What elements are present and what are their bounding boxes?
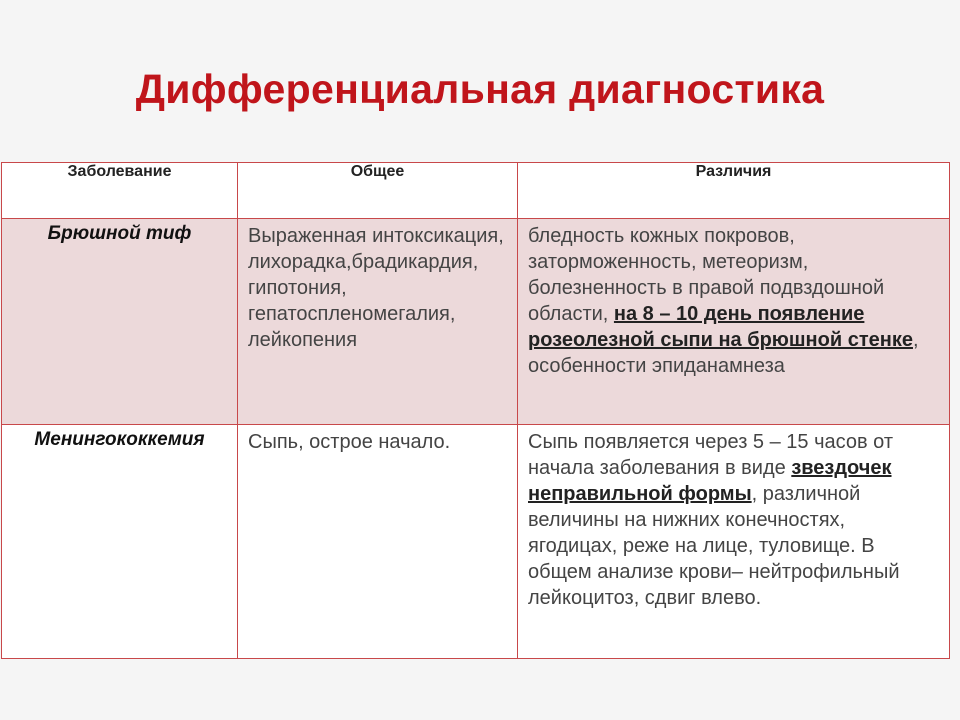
common-cell xyxy=(238,425,518,659)
differential-table xyxy=(1,162,950,659)
page-title: Дифференциальная диагностика xyxy=(135,66,825,112)
differences-text-start: бледность кожных покровов, заторможенность, метеоризм, болезненность в правой подвздошной области, xyxy=(528,225,885,325)
table-row xyxy=(2,219,950,425)
disease-name: Брюшной тиф xyxy=(47,223,192,244)
common-text: Выраженная интоксикация, лихорадка,брадикардия, гипотония, гепатоспленомегалия, лейкопения xyxy=(248,225,504,351)
differences-text-start: Сыпь появляется через 5 – 15 часов от начала заболевания в виде xyxy=(528,431,894,479)
disease-cell xyxy=(2,425,238,659)
differences-cell xyxy=(518,219,950,425)
common-text: Сыпь, острое начало. xyxy=(248,431,451,453)
common-cell xyxy=(238,219,518,425)
header-differences: Различия xyxy=(518,163,950,219)
differences-text xyxy=(518,425,949,611)
disease-name: Менингококкемия xyxy=(34,429,205,450)
differences-key-sign: звездочек неправильной формы xyxy=(528,457,892,505)
header-common: Общее xyxy=(238,163,518,219)
differences-text-end: , особенности эпиданамнеза xyxy=(528,329,919,377)
differences-text-end: , различной величины на нижних конечностях, ягодицах, реже на лице, туловище. В общем анализе крови– нейтрофильный лейкоцитоз, сдвиг влево. xyxy=(528,483,900,609)
disease-cell xyxy=(2,219,238,425)
differences-key-sign: на 8 – 10 день появление розеолезной сыпи на брюшной стенке xyxy=(528,303,913,351)
differences-text xyxy=(518,219,949,379)
table-row xyxy=(2,425,950,659)
table-header-row xyxy=(2,163,950,219)
differences-cell xyxy=(518,425,950,659)
header-disease: Заболевание xyxy=(2,163,238,219)
